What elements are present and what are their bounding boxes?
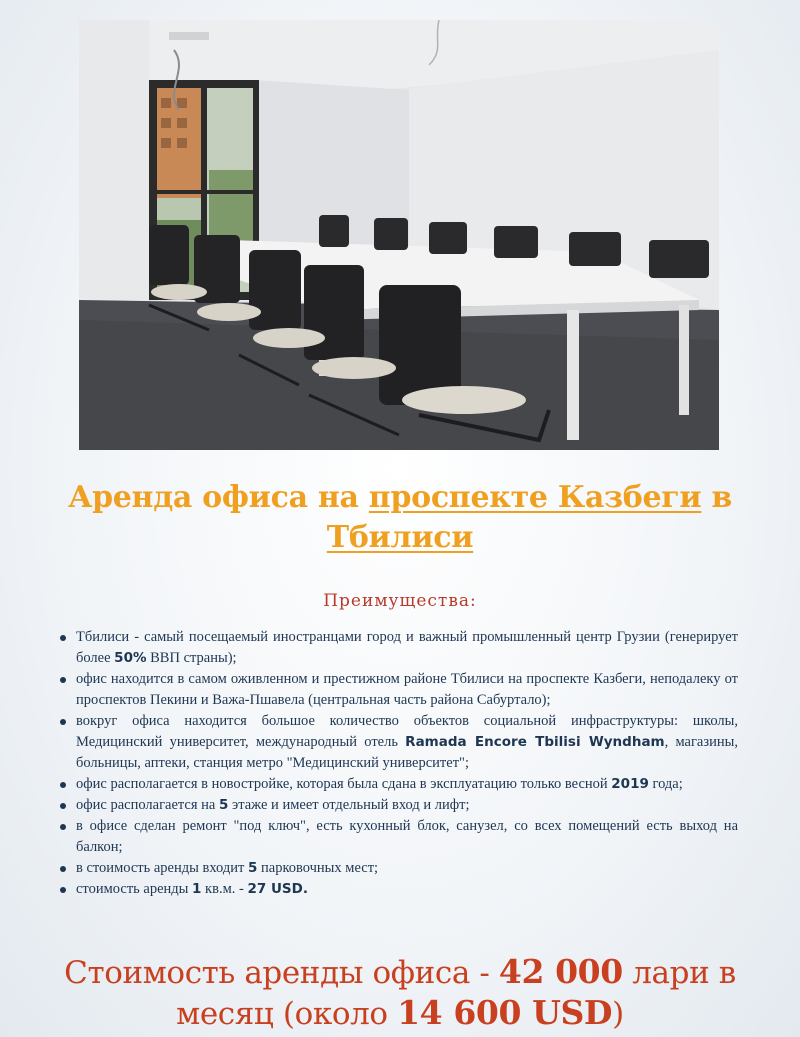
conference-room-photo <box>79 20 719 450</box>
tbilisi-link[interactable]: Тбилиси <box>326 520 474 555</box>
office-image <box>79 20 719 450</box>
price-usd: 14 600 USD <box>397 993 613 1032</box>
title-text: в <box>701 480 733 515</box>
advantages-heading: Преимущества: <box>323 591 477 611</box>
list-item: офис располагается в новостройке, которая была сдана в эксплуатацию только весной 2019 года; <box>58 774 738 795</box>
kazbegi-avenue-link[interactable]: проспекте Казбеги <box>368 480 702 515</box>
advantages-list <box>58 627 738 900</box>
list-item: офис располагается на 5 этаже и имеет отдельный вход и лифт; <box>58 795 738 816</box>
rent-price: Стоимость аренды офиса - 42 000 лари в месяц (около 14 600 USD) <box>64 952 736 1032</box>
list-item: стоимость аренды 1 кв.м. - 27 USD. <box>58 879 738 900</box>
list-item: вокруг офиса находится большое количество объектов социальной инфраструктуры: школы, Медицинский университет, международный отель Ramada Encore Tbilisi Wyndham, магазины, больницы, аптеки, станция метро "Медицинский университет"; <box>58 711 738 774</box>
list-item: офис находится в самом оживленном и престижном районе Тбилиси на проспекте Казбеги, неподалеку от проспектов Пекини и Важа-Пшавела (центральная часть района Сабуртало); <box>58 669 738 711</box>
list-item: Тбилиси - самый посещаемый иностранцами город и важный промышленный центр Грузии (генерирует более 50% ВВП страны); <box>58 627 738 669</box>
page-title <box>40 478 760 558</box>
price-gel: 42 000 <box>498 952 623 991</box>
list-item: в офисе сделан ремонт "под ключ", есть кухонный блок, санузел, со всех помещений есть выход на балкон; <box>58 816 738 858</box>
title-text: Аренда офиса на <box>67 480 369 515</box>
list-item: в стоимость аренды входит 5 парковочных мест; <box>58 858 738 879</box>
